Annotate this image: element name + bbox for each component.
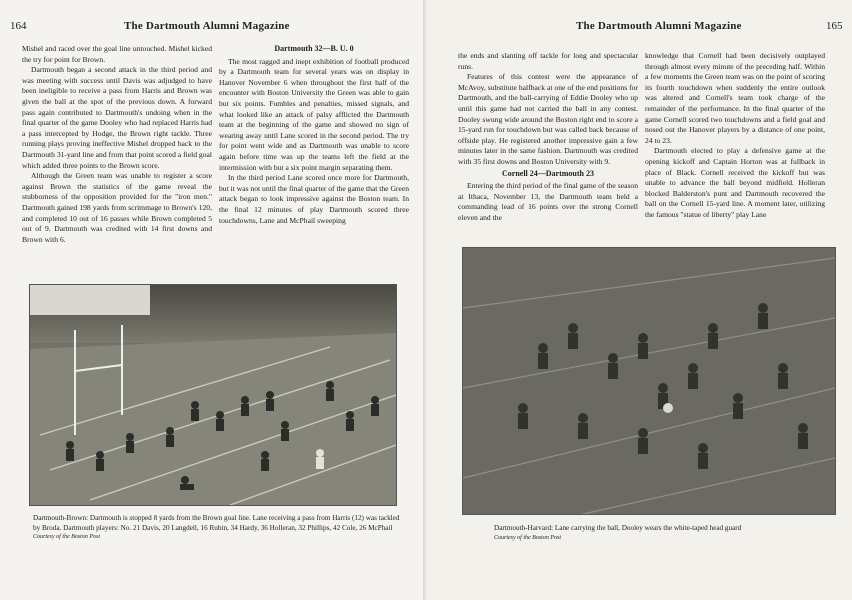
right-column-1 [458, 51, 638, 224]
field-illustration [463, 248, 835, 514]
paragraph: Dartmouth elected to play a defensive game at the opening kickoff and Captain Horton was at fullback in place of Black. Cornell received the kickoff but was unable to advance the ball beyond midfield. Holleran blocked Balderston's punt and Dartmouth recovered the ball on the Cornell 15-yard line. A moment later, utilizing the famous "statue of liberty" play Lane [645, 146, 825, 219]
left-page-number: 164 [10, 20, 27, 32]
paragraph: Dartmouth began a second attack in the third period and was meeting with success until Davis was adjudged to have been ineligible to receive a pass from Harris and Brown was given the ball at the spot of the previous down. A forward pass again contributed to Dartmouth's undoing when in the final quarter of the game Dooley who had replaced Harris had a pass intercepted by Hodge, the Brown right tackle. Three running plays proving ineffective Mishel dropped back to the Dartmouth 31-yard line and from that point scored a field goal which added three points to the Brown score. [22, 65, 212, 170]
paragraph: Features of this contest were the appearance of McAvoy, substitute halfback at one of the end positions for Dartmouth, and the ball-carrying of Eddie Dooley who up until this game had not carried the ball in any contest. Dooley swung wide around the Boston right end to score a 15-yard run for touchdown but was called back because of offside play. He registered another impressive gain a few minutes later in the same fashion. Dartmouth was credited with 35 first downs and Boston University with 9. [458, 72, 638, 166]
paragraph: the ends and slanting off tackle for long and spectacular runs. [458, 51, 638, 71]
football-photo-brown [29, 284, 397, 506]
right-page-number: 165 [826, 20, 843, 32]
photo-credit: Courtesy of the Boston Post [494, 534, 561, 541]
left-column-2 [219, 44, 409, 226]
left-running-head: The Dartmouth Alumni Magazine [124, 20, 290, 32]
right-running-head: The Dartmouth Alumni Magazine [576, 20, 742, 32]
left-page [0, 0, 424, 600]
section-heading: Cornell 24—Dartmouth 23 [502, 168, 594, 178]
caption-text: Dartmouth-Brown: Dartmouth is stopped 8 yards from the Brown goal line. Lane receiving a pass from Harris (12) was tackled by Broda. Dartmouth players: No. 21 Davis, 20 Langdell, 16 Rubin, 34 Hardy, 36 Holleran, 32 Phillips, 42 Cole, 26 McPhail [33, 514, 400, 532]
section-heading: Dartmouth 32—B. U. 0 [274, 44, 354, 53]
field-illustration [30, 285, 396, 505]
right-column-2 [645, 51, 825, 221]
paragraph: The most ragged and inept exhibition of football produced by a Dartmouth team for several years was on display in Hanover November 6 when throughout the first half of the encounter with Boston University the Green was able to gain but six points. Fumbles and penalties, missed signals, and what looked like an attack of palsy afflicted the Dartmouth team at the beginning of the game and showed no sign of wearing away until Lane scored in the second period. The try for point went wide and as Dartmouth was unable to score again before time was up the teams left the field at the intermission with but a six point margin separating them. [219, 56, 409, 172]
paragraph: Mishel and raced over the goal line untouched. Mishel kicked the try for point for Brown. [22, 44, 212, 64]
paragraph: In the third period Lane scored once more for Dartmouth, but it was not until the final quarter of the game that the Green attack began to look impressive against the Boston team. In the final 12 minutes of play Dartmouth scored three touchdowns, Lane and McPhail sweeping [219, 173, 409, 225]
photo-credit: Courtesy of the Boston Post [33, 534, 100, 541]
football-photo-harvard [462, 247, 836, 515]
paragraph: Entering the third period of the final game of the season at Ithaca, November 13, the Dartmouth team held a commanding lead of 16 points over the strong Cornell eleven and the [458, 181, 638, 222]
caption-text: Dartmouth-Harvard: Lane carrying the ball, Dooley wears the white-taped head guard [494, 524, 742, 532]
right-page [426, 0, 852, 600]
right-photo-caption [494, 524, 834, 543]
paragraph: knowledge that Cornell had been decisively outplayed through almost every minute of the preceding half. Within a few moments the Green team was on the point of scoring its fourth touchdown when suddenly the entire outlook was altered and Cornell's team took charge of the remainder of the performance. In the final quarter of the game Cornell scored two touchdowns and a field goal and nosed out the Hanover players by a distance of one point, 24 to 23. [645, 51, 825, 145]
left-photo-caption [33, 514, 405, 543]
left-column-1 [22, 44, 212, 245]
paragraph: Although the Green team was unable to register a score against Brown the statistics of the game reveal the stubborness of the opposition provided for the "iron men." Dartmouth gained 198 yards from scrimmage to Brown's 120, and completed 10 out of 16 passes while Brown completed 5 out of 9. Dartmouth was credited with 14 first downs and Brown with 6. [22, 171, 212, 244]
